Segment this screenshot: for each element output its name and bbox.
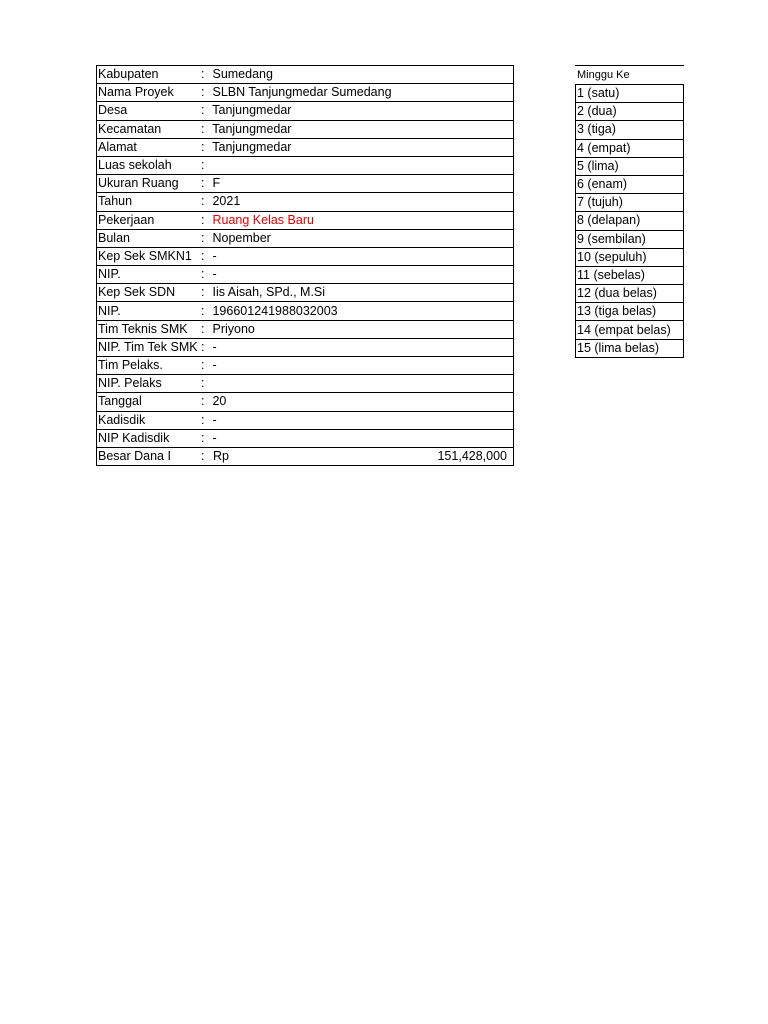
row-value-cell[interactable] <box>200 429 514 447</box>
colon-separator: : <box>201 285 205 300</box>
dana-currency-group <box>201 448 229 465</box>
dana-row <box>97 447 514 465</box>
table-row <box>97 284 514 302</box>
dana-value-cell[interactable] <box>200 447 514 465</box>
colon-separator: : <box>201 267 205 282</box>
table-row <box>576 139 684 157</box>
row-value: 20 <box>212 394 227 409</box>
row-value: F <box>212 176 221 191</box>
row-label[interactable]: Kabupaten <box>97 66 201 84</box>
colon-separator: : <box>201 212 205 227</box>
row-value: Priyono <box>212 321 255 336</box>
row-value-cell[interactable] <box>200 138 514 156</box>
table-row <box>576 248 684 266</box>
row-label[interactable]: Luas sekolah <box>97 156 201 174</box>
table-row <box>97 84 514 102</box>
row-value-cell[interactable] <box>200 320 514 338</box>
row-value: - <box>212 412 217 427</box>
row-value: - <box>212 358 217 373</box>
table-row <box>576 175 684 193</box>
table-row <box>97 320 514 338</box>
row-label[interactable]: Alamat <box>97 138 201 156</box>
row-value: - <box>212 248 217 263</box>
table-row <box>576 194 684 212</box>
row-value-cell[interactable] <box>200 175 514 193</box>
table-row <box>576 230 684 248</box>
table-row <box>576 321 684 339</box>
weeks-table <box>575 84 684 358</box>
colon-separator: : <box>201 376 205 391</box>
colon-separator: : <box>201 430 205 445</box>
week-cell[interactable]: 7 (tujuh) <box>576 194 684 212</box>
row-label[interactable]: Nama Proyek <box>97 84 201 102</box>
row-label[interactable]: Desa <box>97 102 201 120</box>
row-value-cell[interactable] <box>200 229 514 247</box>
row-value: Iis Aisah, SPd., M.Si <box>212 285 326 300</box>
colon-separator: : <box>201 176 205 191</box>
week-cell[interactable]: 9 (sembilan) <box>576 230 684 248</box>
table-row <box>576 157 684 175</box>
row-label[interactable]: NIP. Pelaks <box>97 375 201 393</box>
row-value: - <box>212 430 217 445</box>
project-info-table <box>96 65 514 466</box>
row-value-cell[interactable] <box>200 247 514 265</box>
row-value: Tanjungmedar <box>212 139 292 154</box>
colon-separator: : <box>201 194 205 209</box>
week-cell[interactable]: 14 (empat belas) <box>576 321 684 339</box>
row-value-cell[interactable] <box>200 66 514 84</box>
row-value-cell[interactable] <box>200 411 514 429</box>
colon-separator: : <box>201 139 205 154</box>
colon-separator: : <box>201 321 205 336</box>
table-row <box>97 211 514 229</box>
table-row <box>576 103 684 121</box>
colon-separator: : <box>201 248 205 263</box>
dana-amount: 151,428,000 <box>437 449 507 464</box>
table-row <box>97 156 514 174</box>
colon-separator: : <box>201 412 205 427</box>
row-value-cell[interactable] <box>200 193 514 211</box>
row-label[interactable]: NIP Kadisdik <box>97 429 201 447</box>
week-cell[interactable]: 13 (tiga belas) <box>576 303 684 321</box>
row-label[interactable]: Kadisdik <box>97 411 201 429</box>
row-value: - <box>212 339 217 354</box>
table-row <box>97 302 514 320</box>
row-value: - <box>212 267 217 282</box>
table-row <box>97 193 514 211</box>
row-value: 2021 <box>212 194 241 209</box>
week-cell[interactable]: 12 (dua belas) <box>576 285 684 303</box>
colon-separator: : <box>201 121 205 136</box>
row-label[interactable]: Pekerjaan <box>97 211 201 229</box>
row-value-highlighted: Ruang Kelas Baru <box>212 212 314 227</box>
table-row <box>97 338 514 356</box>
row-label[interactable]: NIP. <box>97 266 201 284</box>
row-label[interactable]: NIP. <box>97 302 201 320</box>
table-row <box>97 229 514 247</box>
row-label[interactable]: Tanggal <box>97 393 201 411</box>
colon-separator: : <box>201 158 205 173</box>
row-value-cell[interactable] <box>200 120 514 138</box>
row-value-cell[interactable] <box>200 393 514 411</box>
week-cell[interactable]: 5 (lima) <box>576 157 684 175</box>
row-value-cell[interactable] <box>200 156 514 174</box>
colon-separator: : <box>201 303 205 318</box>
table-row <box>576 285 684 303</box>
row-label[interactable]: Tahun <box>97 193 201 211</box>
dana-value-group <box>201 448 511 465</box>
row-value: Nopember <box>212 230 271 245</box>
row-value-cell[interactable] <box>200 302 514 320</box>
colon-separator: : <box>201 358 205 373</box>
table-row <box>576 85 684 103</box>
colon-separator: : <box>201 67 205 82</box>
table-row <box>97 102 514 120</box>
row-value: Tanjungmedar <box>212 103 292 118</box>
row-value-cell[interactable] <box>200 266 514 284</box>
weeks-title: Minggu Ke <box>575 65 684 83</box>
table-row <box>576 303 684 321</box>
dana-label[interactable]: Besar Dana I <box>97 447 201 465</box>
table-row <box>576 266 684 284</box>
week-cell[interactable]: 11 (sebelas) <box>576 266 684 284</box>
week-cell[interactable]: 4 (empat) <box>576 139 684 157</box>
colon-separator: : <box>201 230 205 245</box>
colon-separator: : <box>201 339 205 354</box>
row-value-cell[interactable] <box>200 102 514 120</box>
row-label[interactable]: Ukuran Ruang <box>97 175 201 193</box>
row-label[interactable]: Bulan <box>97 229 201 247</box>
row-label[interactable]: Kep Sek SMKN1 <box>97 247 201 265</box>
table-row <box>576 339 684 357</box>
colon-separator: : <box>201 394 205 409</box>
table-row <box>97 393 514 411</box>
week-cell[interactable]: 6 (enam) <box>576 175 684 193</box>
row-value: Tanjungmedar <box>212 121 292 136</box>
table-row <box>97 375 514 393</box>
dana-currency: Rp <box>213 449 229 464</box>
week-cell[interactable]: 2 (dua) <box>576 103 684 121</box>
table-row <box>97 357 514 375</box>
table-row <box>576 121 684 139</box>
colon-separator: : <box>201 449 205 464</box>
table-row <box>97 138 514 156</box>
row-value-cell[interactable] <box>200 375 514 393</box>
table-row <box>97 120 514 138</box>
row-value: Sumedang <box>212 67 273 82</box>
row-value-cell[interactable] <box>200 357 514 375</box>
table-row <box>576 212 684 230</box>
row-value: SLBN Tanjungmedar Sumedang <box>212 85 392 100</box>
row-label[interactable]: NIP. Tim Tek SMK <box>97 338 201 356</box>
row-value-cell[interactable] <box>200 338 514 356</box>
table-row <box>97 175 514 193</box>
table-row <box>97 66 514 84</box>
table-row <box>97 429 514 447</box>
row-value-cell[interactable] <box>200 284 514 302</box>
colon-separator: : <box>201 103 205 118</box>
table-row <box>97 266 514 284</box>
table-row <box>97 247 514 265</box>
week-cell[interactable]: 15 (lima belas) <box>576 339 684 357</box>
row-value-cell[interactable] <box>200 84 514 102</box>
week-cell[interactable]: 1 (satu) <box>576 85 684 103</box>
row-label[interactable]: Tim Teknis SMK <box>97 320 201 338</box>
row-label[interactable]: Kep Sek SDN <box>97 284 201 302</box>
week-cell[interactable]: 10 (sepuluh) <box>576 248 684 266</box>
table-row <box>97 411 514 429</box>
row-value-cell[interactable] <box>200 211 514 229</box>
row-label[interactable]: Tim Pelaks. <box>97 357 201 375</box>
row-label[interactable]: Kecamatan <box>97 120 201 138</box>
week-cell[interactable]: 8 (delapan) <box>576 212 684 230</box>
week-cell[interactable]: 3 (tiga) <box>576 121 684 139</box>
colon-separator: : <box>201 85 205 100</box>
row-value: 196601241988032003 <box>212 303 338 318</box>
